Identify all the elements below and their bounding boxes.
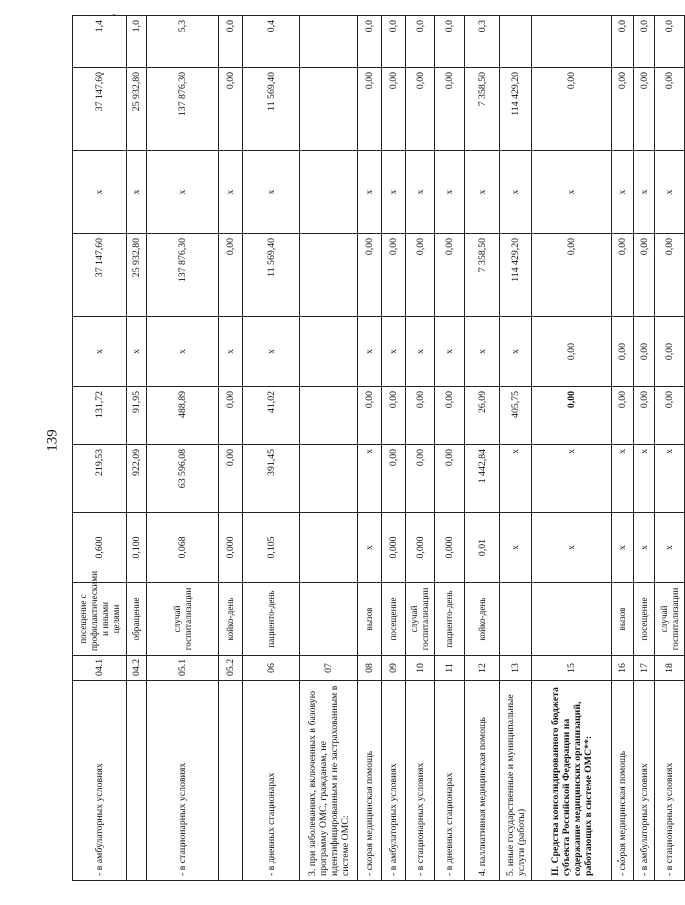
cell-oms-total: 11 569,40 (243, 68, 300, 151)
row-code: 18 (655, 656, 685, 681)
row-code: 11 (435, 656, 465, 681)
row-code: 05.1 (147, 656, 219, 681)
table-row (219, 16, 243, 881)
row-code: 15 (532, 656, 612, 681)
cell-unit-cost: х (532, 445, 612, 513)
cell-budget-per-capita: х (465, 317, 500, 387)
row-code: 13 (500, 656, 532, 681)
cell-percent: 0,0 (612, 16, 634, 68)
unit-of-measure: посещение (382, 583, 406, 656)
cell-percent: 0,0 (406, 16, 435, 68)
table-row (500, 16, 532, 881)
cell-unit-cost: 0,00 (406, 445, 435, 513)
row-label: - в амбулаторных условиях (382, 681, 406, 881)
rotated-table-wrapper (72, 16, 680, 881)
cell-cost-total (300, 234, 358, 317)
cell-budget-total: х (147, 151, 219, 234)
cell-volume-per-person: 0,000 (406, 513, 435, 583)
cell-budget-per-capita: х (435, 317, 465, 387)
row-label: - в стационарных условиях (655, 681, 685, 881)
cell-cost-total: 0,00 (382, 234, 406, 317)
row-label (219, 681, 243, 881)
cell-unit-cost: 0,00 (435, 445, 465, 513)
cell-percent: 1,4 (73, 16, 127, 68)
page-number: 139 (44, 429, 61, 452)
row-code: 08 (358, 656, 382, 681)
cell-percent: 0,0 (435, 16, 465, 68)
cell-volume-per-person: х (500, 513, 532, 583)
cell-cost-total: 0,00 (634, 234, 655, 317)
cell-per-capita: 41,02 (243, 387, 300, 445)
cell-budget-per-capita: х (127, 317, 147, 387)
unit-of-measure: пациенто-день (435, 583, 465, 656)
cell-budget-total (300, 151, 358, 234)
cell-budget-total: х (435, 151, 465, 234)
row-label: - в стационарных условиях (147, 681, 219, 881)
table-row (358, 16, 382, 881)
cell-oms-total: 0,00 (634, 68, 655, 151)
table-row (147, 16, 219, 881)
table-row (127, 16, 147, 881)
cell-unit-cost: 391,45 (243, 445, 300, 513)
unit-of-measure: обращение (127, 583, 147, 656)
unit-of-measure: случай госпитализации (655, 583, 685, 656)
cell-percent: 0,0 (382, 16, 406, 68)
table-row (612, 16, 634, 881)
row-label (127, 681, 147, 881)
cell-cost-total: 25 932,80 (127, 234, 147, 317)
unit-of-measure: посещение (634, 583, 655, 656)
cell-per-capita: 488,89 (147, 387, 219, 445)
cell-percent: 5,3 (147, 16, 219, 68)
cell-budget-per-capita: х (219, 317, 243, 387)
cell-unit-cost: 1 442,84 (465, 445, 500, 513)
cell-percent: 0,3 (465, 16, 500, 68)
row-code: 04.1 (73, 656, 127, 681)
cell-volume-per-person: 0,000 (219, 513, 243, 583)
cell-oms-total: 0,00 (382, 68, 406, 151)
cell-cost-total: 0,00 (219, 234, 243, 317)
cell-volume-per-person: 0,600 (73, 513, 127, 583)
unit-of-measure: случай госпитализации (147, 583, 219, 656)
cell-budget-total: х (73, 151, 127, 234)
cell-volume-per-person (300, 513, 358, 583)
cell-per-capita: 0,00 (219, 387, 243, 445)
table-row (73, 16, 127, 881)
cell-budget-per-capita: 0,00 (612, 317, 634, 387)
cell-budget-per-capita: х (243, 317, 300, 387)
cell-budget-total: х (532, 151, 612, 234)
cell-volume-per-person: х (358, 513, 382, 583)
row-label: - скорая медицинская помощь (612, 681, 634, 881)
cell-unit-cost: х (358, 445, 382, 513)
cell-budget-total: х (219, 151, 243, 234)
table-row (465, 16, 500, 881)
cell-per-capita: 0,00 (435, 387, 465, 445)
cell-volume-per-person: 0,000 (382, 513, 406, 583)
row-label: - в амбулаторных условиях (634, 681, 655, 881)
row-code: 07 (300, 656, 358, 681)
cell-budget-per-capita: х (73, 317, 127, 387)
cell-budget-total: х (382, 151, 406, 234)
cell-budget-total: х (612, 151, 634, 234)
cell-per-capita: 131,72 (73, 387, 127, 445)
row-code: 16 (612, 656, 634, 681)
cell-cost-total: 0,00 (406, 234, 435, 317)
cell-percent (500, 16, 532, 68)
cell-budget-per-capita: х (382, 317, 406, 387)
table-row (300, 16, 358, 881)
cell-unit-cost: 63 596,08 (147, 445, 219, 513)
cell-cost-total: 37 147,60 (73, 234, 127, 317)
cell-budget-total: х (406, 151, 435, 234)
table-body (73, 16, 685, 881)
cell-per-capita: 91,95 (127, 387, 147, 445)
row-code: 06 (243, 656, 300, 681)
row-code: 09 (382, 656, 406, 681)
cell-oms-total: 37 147,60 (73, 68, 127, 151)
cell-oms-total (300, 68, 358, 151)
row-label: - в стационарных условиях (406, 681, 435, 881)
cell-volume-per-person: х (655, 513, 685, 583)
row-label: 3. при заболеваниях, включенных в базовую программу ОМС, гражданам, не идентифицированным и не застрахованным в системе ОМС: (300, 681, 358, 881)
cell-per-capita: 0,00 (406, 387, 435, 445)
cell-per-capita: 0,00 (532, 387, 612, 445)
unit-of-measure (500, 583, 532, 656)
cell-oms-total: 0,00 (612, 68, 634, 151)
row-label: 4. паллиативная медицинская помощь (465, 681, 500, 881)
cell-volume-per-person: х (612, 513, 634, 583)
cell-unit-cost: 219,53 (73, 445, 127, 513)
cell-percent: 0,0 (634, 16, 655, 68)
row-label: 5. иные государственные и муниципальные услуги (работы) (500, 681, 532, 881)
row-code: 10 (406, 656, 435, 681)
table-row (435, 16, 465, 881)
cell-oms-total: 25 932,80 (127, 68, 147, 151)
cell-unit-cost: х (634, 445, 655, 513)
cell-percent: 0,4 (243, 16, 300, 68)
unit-of-measure (532, 583, 612, 656)
row-label: - в амбулаторных условиях (73, 681, 127, 881)
cell-oms-total: 0,00 (532, 68, 612, 151)
row-code: 05.2 (219, 656, 243, 681)
table-row (532, 16, 612, 881)
unit-of-measure: посещение с профилактическими и иными целями (73, 583, 127, 656)
cell-budget-total: х (655, 151, 685, 234)
cell-unit-cost: х (500, 445, 532, 513)
cell-budget-total: х (127, 151, 147, 234)
cell-volume-per-person: 0,068 (147, 513, 219, 583)
cell-per-capita: 0,00 (612, 387, 634, 445)
cell-oms-total: 0,00 (358, 68, 382, 151)
unit-of-measure: койко-день (219, 583, 243, 656)
cell-oms-total: 0,00 (219, 68, 243, 151)
cell-volume-per-person: 0,105 (243, 513, 300, 583)
cell-budget-per-capita: 0,00 (634, 317, 655, 387)
row-code: 12 (465, 656, 500, 681)
cell-unit-cost: 0,00 (382, 445, 406, 513)
cell-unit-cost: х (655, 445, 685, 513)
row-label: II. Средства консолидированного бюджета субъекта Российской Федерации на содержание медицинских организаций, работающих в системе ОМС**: (532, 681, 612, 881)
cell-budget-per-capita: х (358, 317, 382, 387)
cell-per-capita: 0,00 (655, 387, 685, 445)
cell-volume-per-person: х (532, 513, 612, 583)
cell-percent: 0,0 (358, 16, 382, 68)
cell-budget-per-capita (300, 317, 358, 387)
budget-table (72, 15, 685, 881)
cell-oms-total: 7 358,50 (465, 68, 500, 151)
cell-per-capita: 0,00 (634, 387, 655, 445)
cell-volume-per-person: 0,100 (127, 513, 147, 583)
cell-cost-total: 0,00 (655, 234, 685, 317)
cell-cost-total: 7 358,50 (465, 234, 500, 317)
cell-cost-total: 11 569,40 (243, 234, 300, 317)
cell-volume-per-person: 0,01 (465, 513, 500, 583)
cell-cost-total: 137 876,30 (147, 234, 219, 317)
unit-of-measure (300, 583, 358, 656)
cell-budget-total: х (500, 151, 532, 234)
table-row (406, 16, 435, 881)
unit-of-measure: случай госпитализации (406, 583, 435, 656)
cell-per-capita (300, 387, 358, 445)
cell-cost-total: 0,00 (532, 234, 612, 317)
cell-budget-per-capita: 0,00 (532, 317, 612, 387)
cell-cost-total: 0,00 (612, 234, 634, 317)
cell-budget-per-capita: х (147, 317, 219, 387)
cell-percent: 1,0 (127, 16, 147, 68)
cell-budget-per-capita: 0,00 (655, 317, 685, 387)
unit-of-measure: пациенто-день (243, 583, 300, 656)
cell-volume-per-person: 0,000 (435, 513, 465, 583)
cell-percent: 0,0 (655, 16, 685, 68)
cell-unit-cost: 0,00 (219, 445, 243, 513)
table-row (382, 16, 406, 881)
cell-per-capita: 0,00 (358, 387, 382, 445)
cell-oms-total: 137 876,30 (147, 68, 219, 151)
cell-percent (532, 16, 612, 68)
unit-of-measure: койко-день (465, 583, 500, 656)
cell-budget-per-capita: х (500, 317, 532, 387)
row-code: 17 (634, 656, 655, 681)
unit-of-measure: вызов (612, 583, 634, 656)
cell-oms-total: 114 429,20 (500, 68, 532, 151)
cell-percent (300, 16, 358, 68)
cell-oms-total: 0,00 (435, 68, 465, 151)
cell-per-capita: 26,09 (465, 387, 500, 445)
cell-budget-total: х (358, 151, 382, 234)
cell-cost-total: 114 429,20 (500, 234, 532, 317)
cell-unit-cost: х (612, 445, 634, 513)
cell-oms-total: 0,00 (406, 68, 435, 151)
cell-per-capita: 405,75 (500, 387, 532, 445)
row-label: - в дневных стационарах (435, 681, 465, 881)
cell-budget-total: х (243, 151, 300, 234)
cell-cost-total: 0,00 (435, 234, 465, 317)
table-row (243, 16, 300, 881)
table-row (655, 16, 685, 881)
unit-of-measure: вызов (358, 583, 382, 656)
cell-budget-per-capita: х (406, 317, 435, 387)
cell-unit-cost: 922,09 (127, 445, 147, 513)
cell-cost-total: 0,00 (358, 234, 382, 317)
cell-budget-total: х (634, 151, 655, 234)
row-label: - скорая медицинская помощь (358, 681, 382, 881)
cell-percent: 0,0 (219, 16, 243, 68)
cell-budget-total: х (465, 151, 500, 234)
cell-per-capita: 0,00 (382, 387, 406, 445)
row-code: 04.2 (127, 656, 147, 681)
cell-oms-total: 0,00 (655, 68, 685, 151)
cell-unit-cost (300, 445, 358, 513)
table-row (634, 16, 655, 881)
row-label: - в дневных стационарах (243, 681, 300, 881)
cell-volume-per-person: х (634, 513, 655, 583)
